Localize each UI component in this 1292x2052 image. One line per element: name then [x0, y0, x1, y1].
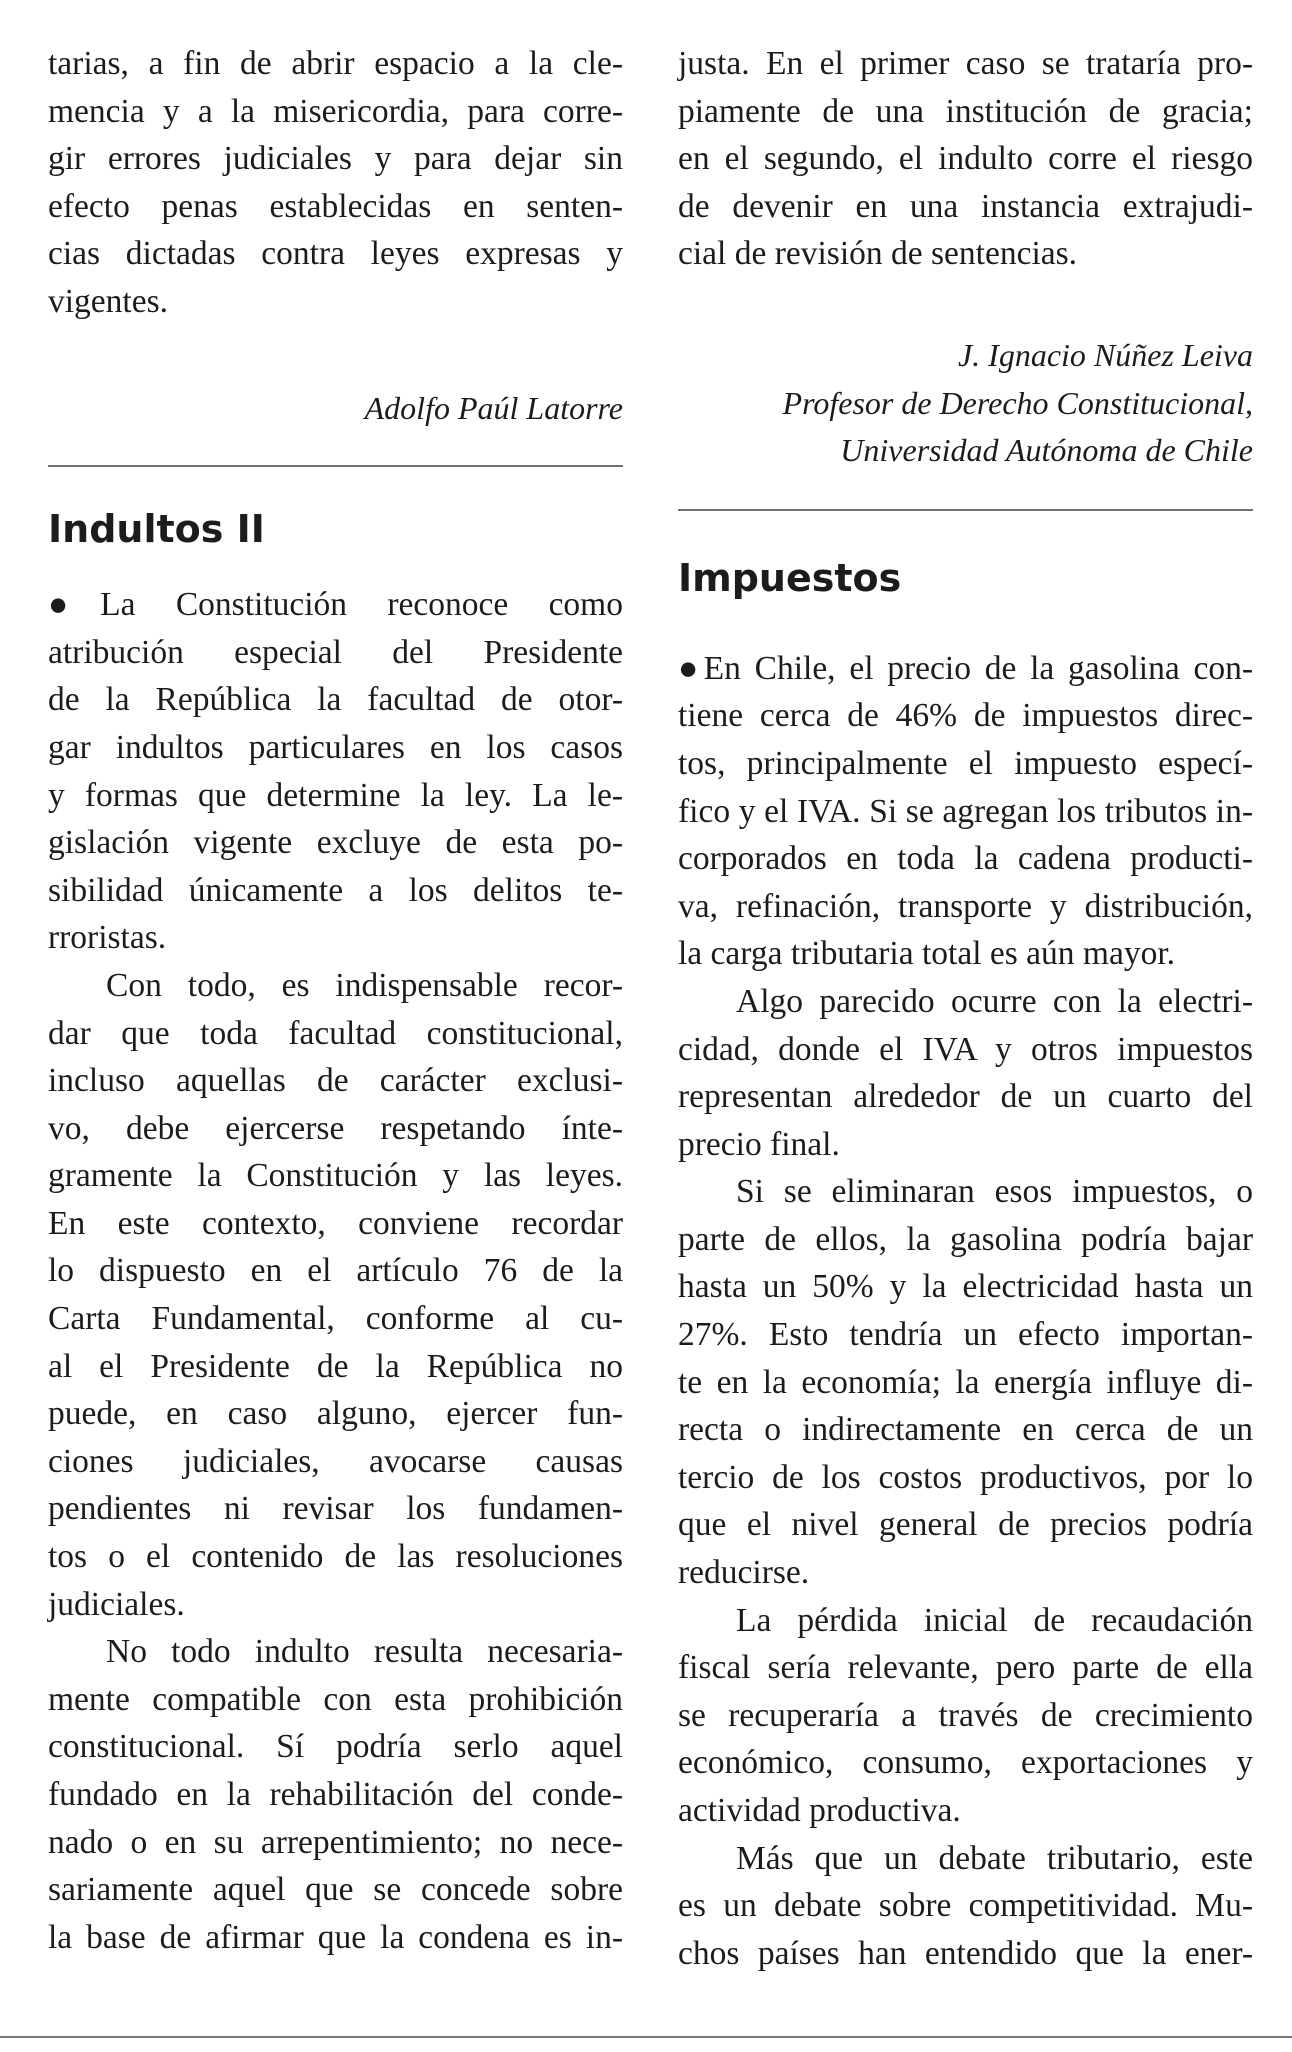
- text-line: piamente de una institución de gracia;: [678, 92, 1253, 130]
- text-line: dar que toda facultad constitucional,: [48, 1014, 623, 1052]
- text-line: tercio de los costos productivos, por lo: [678, 1458, 1253, 1496]
- text-line: fico y el IVA. Si se agregan los tributos in-: [678, 792, 1253, 830]
- text-line: ●La Constitución reconoce como: [48, 586, 623, 624]
- section-divider: [48, 465, 623, 467]
- text-line: gar indultos particulares en los casos: [48, 728, 623, 766]
- text-line: cidad, donde el IVA y otros impuestos: [678, 1030, 1253, 1068]
- page-bottom-rule: [0, 2036, 1292, 2038]
- text-line: constitucional. Sí podría serlo aquel: [48, 1728, 623, 1766]
- article-paragraph: [678, 978, 1253, 1168]
- right-intro-paragraph: [678, 40, 1253, 278]
- text-line: tiene cerca de 46% de impuestos direc-: [678, 697, 1253, 735]
- text-line: Algo parecido ocurre con la electri-: [736, 982, 1253, 1020]
- article-paragraph: [678, 1835, 1253, 1978]
- text-line: fundado en la rehabilitación del conde-: [48, 1776, 623, 1813]
- text-line: precio final.: [678, 1125, 840, 1163]
- text-line: mencia y a la misericordia, para corre-: [48, 92, 623, 130]
- text-line: fiscal sería relevante, pero parte de ella: [678, 1649, 1253, 1687]
- text-line: gir errores judiciales y para dejar sin: [48, 140, 623, 178]
- text-line: cial de revisión de sentencias.: [678, 235, 1078, 273]
- text-line: La pérdida inicial de recaudación: [736, 1601, 1253, 1639]
- text-line: ●En Chile, el precio de la gasolina con-: [678, 649, 1253, 687]
- text-line: vigentes.: [48, 282, 169, 320]
- article-paragraph: [48, 962, 623, 1628]
- article-paragraph: [678, 1168, 1253, 1596]
- left-intro-paragraph: [48, 40, 623, 326]
- text-line: lo dispuesto en el artículo 76 de la: [48, 1252, 623, 1290]
- text-line: chos países han entendido que la ener-: [678, 1934, 1253, 1972]
- article-paragraph: [48, 581, 623, 962]
- text-line: gislación vigente excluye de esta po-: [48, 824, 623, 862]
- text-line: tos o el contenido de las resoluciones: [48, 1538, 623, 1576]
- text-line: rroristas.: [48, 919, 167, 957]
- text-line: justa. En el primer caso se trataría pro-: [678, 45, 1253, 82]
- signature-name: J. Ignacio Núñez Leiva: [957, 336, 1253, 373]
- text-line: ciones judiciales, avocarse causas: [48, 1442, 623, 1480]
- text-line: que el nivel general de precios podría: [678, 1506, 1253, 1544]
- text-line: económico, consumo, exportaciones y: [678, 1744, 1253, 1782]
- right-column: [678, 40, 1253, 1977]
- text-line: parte de ellos, la gasolina podría bajar: [678, 1220, 1253, 1258]
- text-line: Con todo, es indispensable recor-: [106, 966, 623, 1004]
- section-heading-impuestos: Impuestos: [678, 555, 902, 600]
- text-line: te en la economía; la energía influye di-: [678, 1363, 1253, 1401]
- text-line: de devenir en una instancia extrajudi-: [678, 187, 1253, 225]
- article-paragraph: [48, 1628, 623, 1961]
- text-line: En este contexto, conviene recordar: [48, 1204, 623, 1242]
- letter-signature-nunez: [678, 332, 1253, 475]
- text-line: tos, principalmente el impuesto especí-: [678, 744, 1253, 782]
- text-line: de la República la facultad de otor-: [48, 681, 623, 719]
- text-line: nado o en su arrepentimiento; no nece-: [48, 1823, 623, 1861]
- text-line: vo, debe ejercerse respetando ínte-: [48, 1109, 623, 1147]
- text-line: Si se eliminaran esos impuestos, o: [736, 1173, 1253, 1211]
- section-divider: [678, 509, 1253, 511]
- text-line: la carga tributaria total es aún mayor.: [678, 935, 1176, 973]
- text-line: en el segundo, el indulto corre el riesgo: [678, 140, 1253, 178]
- text-line: Carta Fundamental, conforme al cu-: [48, 1300, 623, 1338]
- text-line: efecto penas establecidas en senten-: [48, 187, 623, 225]
- text-line: pendientes ni revisar los fundamen-: [48, 1490, 623, 1528]
- text-line: incluso aquellas de carácter exclusi-: [48, 1062, 623, 1100]
- text-line: sibilidad únicamente a los delitos te-: [48, 871, 623, 909]
- text-line: recta o indirectamente en cerca de un: [678, 1411, 1253, 1449]
- text-line: va, refinación, transporte y distribución,: [678, 887, 1253, 925]
- article-paragraph: [678, 1597, 1253, 1835]
- text-line: Más que un debate tributario, este: [736, 1839, 1253, 1877]
- text-line: atribución especial del Presidente: [48, 633, 623, 671]
- section-heading-indultos: Indultos II: [48, 507, 265, 552]
- signature-title: Profesor de Derecho Constitucional,: [782, 384, 1253, 421]
- text-line: cias dictadas contra leyes expresas y: [48, 235, 623, 273]
- text-line: corporados en toda la cadena producti-: [678, 840, 1253, 878]
- text-line: No todo indulto resulta necesaria-: [106, 1633, 623, 1671]
- signature-institution: Universidad Autónoma de Chile: [840, 432, 1253, 469]
- text-line: se recuperaría a través de crecimiento: [678, 1696, 1253, 1734]
- text-line: reducirse.: [678, 1554, 810, 1592]
- text-line: al el Presidente de la República no: [48, 1347, 623, 1385]
- text-line: tarias, a fin de abrir espacio a la cle-: [48, 45, 623, 82]
- text-line: hasta un 50% y la electricidad hasta un: [678, 1268, 1253, 1306]
- text-line: gramente la Constitución y las leyes.: [48, 1157, 623, 1195]
- article-paragraph: [678, 645, 1253, 978]
- text-line: actividad productiva.: [678, 1792, 961, 1829]
- text-line: la base de afirmar que la condena es in-: [48, 1918, 623, 1956]
- text-line: puede, en caso alguno, ejercer fun-: [48, 1395, 623, 1433]
- text-line: 27%. Esto tendría un efecto importan-: [678, 1316, 1253, 1354]
- text-line: representan alrededor de un cuarto del: [678, 1078, 1253, 1116]
- text-line: sariamente aquel que se concede sobre: [48, 1871, 623, 1909]
- letter-signature-paul: Adolfo Paúl Latorre: [364, 389, 623, 426]
- left-column: [48, 40, 623, 1961]
- text-line: mente compatible con esta prohibición: [48, 1680, 623, 1718]
- text-line: y formas que determine la ley. La le-: [48, 776, 623, 814]
- text-line: judiciales.: [48, 1585, 185, 1623]
- text-line: es un debate sobre competitividad. Mu-: [678, 1887, 1253, 1925]
